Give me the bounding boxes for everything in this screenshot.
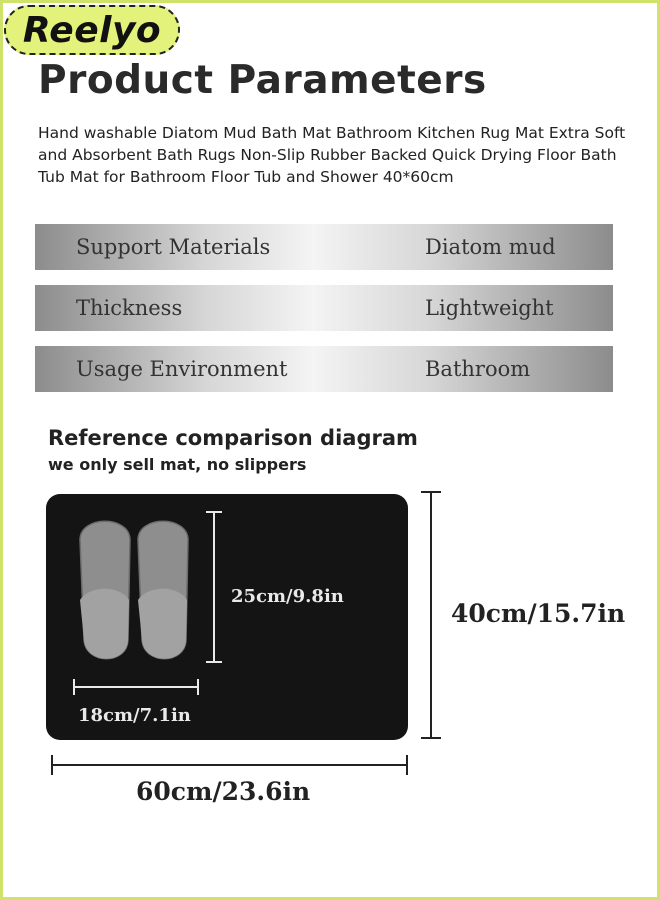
param-label: Support Materials xyxy=(76,235,271,259)
right-slipper-strap xyxy=(138,589,187,659)
slipper-length-label: 25cm/9.8in xyxy=(231,586,344,607)
reference-title: Reference comparison diagram xyxy=(48,426,418,450)
slipper-width-label: 18cm/7.1in xyxy=(78,705,191,726)
page-title: Product Parameters xyxy=(38,58,487,103)
param-label: Usage Environment xyxy=(76,357,288,381)
left-slipper-strap xyxy=(80,589,129,659)
mat-height-measure xyxy=(421,492,441,738)
product-description: Hand washable Diatom Mud Bath Mat Bathroom Kitchen Rug Mat Extra Soft and Absorbent Bath Rugs Non-Slip Rubber Backed Quick Drying Floor Bath Tub Mat for Bathroom Floor Tub and Shower 40*60cm xyxy=(38,124,626,186)
param-value: Bathroom xyxy=(425,357,531,381)
mat-height-label: 40cm/15.7in xyxy=(451,599,626,628)
mat-width-measure xyxy=(52,755,407,775)
param-value: Lightweight xyxy=(425,296,554,320)
param-value: Diatom mud xyxy=(425,235,556,259)
reference-subtitle: we only sell mat, no slippers xyxy=(48,455,307,474)
mat-width-label: 60cm/23.6in xyxy=(136,777,311,806)
param-label: Thickness xyxy=(76,296,183,320)
brand-logo: Reelyo xyxy=(4,5,180,55)
